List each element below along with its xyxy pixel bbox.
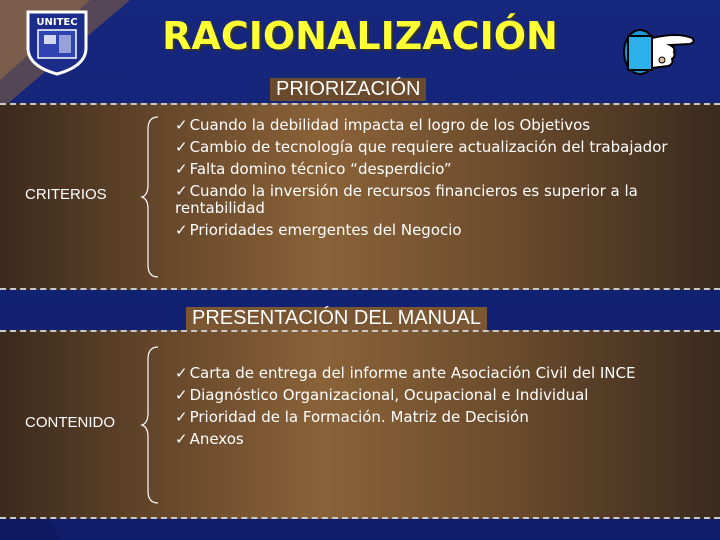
content-label: CONTENIDO	[25, 414, 115, 431]
left-brace-icon	[140, 115, 160, 280]
list-item: ✓ Prioridades emergentes del Negocio	[175, 221, 462, 239]
list-item: ✓ Anexos	[175, 430, 244, 448]
criteria-list	[175, 117, 705, 244]
checkmark-icon: ✓	[175, 182, 188, 200]
section-subtitle-priorizacion: PRIORIZACIÓN	[270, 78, 426, 101]
checkmark-icon: ✓	[175, 386, 188, 404]
page-title: RACIONALIZACIÓN	[162, 14, 558, 58]
left-brace-icon	[140, 345, 160, 505]
list-item: ✓ Diagnóstico Organizacional, Ocupacional e Individual	[175, 386, 589, 404]
pointing-hand-icon	[618, 18, 698, 80]
list-item: ✓ Cuando la inversión de recursos financieros es superior a la rentabilidad	[175, 182, 638, 217]
content-list	[175, 365, 705, 453]
list-item: ✓ Cuando la debilidad impacta el logro de los Objetivos	[175, 116, 591, 134]
checkmark-icon: ✓	[175, 116, 188, 134]
checkmark-icon: ✓	[175, 408, 188, 426]
list-item: ✓ Cambio de tecnología que requiere actualización del trabajador	[175, 138, 668, 156]
checkmark-icon: ✓	[175, 160, 188, 178]
criteria-label: CRITERIOS	[25, 186, 107, 203]
logo-text: UNITEC	[36, 17, 78, 28]
checkmark-icon: ✓	[175, 221, 188, 239]
section-subtitle-presentacion: PRESENTACIÓN DEL MANUAL	[186, 307, 487, 330]
list-item: ✓ Falta domino técnico “desperdicio”	[175, 160, 452, 178]
list-item: ✓ Carta de entrega del informe ante Asociación Civil del INCE	[175, 364, 636, 382]
list-item: ✓ Prioridad de la Formación. Matriz de Decisión	[175, 408, 529, 426]
checkmark-icon: ✓	[175, 430, 188, 448]
checkmark-icon: ✓	[175, 364, 188, 382]
checkmark-icon: ✓	[175, 138, 188, 156]
